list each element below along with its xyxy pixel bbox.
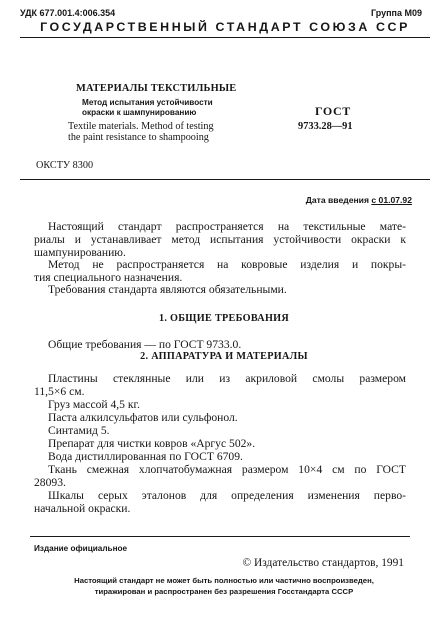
header-rule xyxy=(20,37,430,38)
text-line: тия специального назначения. xyxy=(34,271,183,284)
text-line: Препарат для чистки ковров «Аргус 502». xyxy=(48,437,256,450)
english-title-line2: the paint resistance to shampooing xyxy=(68,132,209,143)
standard-title: МАТЕРИАЛЫ ТЕКСТИЛЬНЫЕ xyxy=(76,83,237,94)
gost-number: 9733.28—91 xyxy=(298,121,353,132)
section-1-heading: 1. ОБЩИЕ ТРЕБОВАНИЯ xyxy=(158,313,290,324)
official-edition-label: Издание официальное xyxy=(34,544,128,553)
intro-paragraph-1 xyxy=(34,220,406,259)
english-title-line1: Textile materials. Method of testing xyxy=(68,121,214,132)
gost-label: ГОСТ xyxy=(315,104,351,118)
standard-subtitle-line2: окраски к шампунированию xyxy=(82,108,197,117)
text-line: шампунированию. xyxy=(34,246,126,259)
text-line: риалы и устанавливает метод испытания устойчивости окраски к xyxy=(34,233,406,246)
intro-date-value: с 01.07.92 xyxy=(371,195,412,205)
title-rule xyxy=(20,179,430,180)
text-line: Общие требования — по ГОСТ 9733.0. xyxy=(48,338,242,351)
copyright-line: © Издательство стандартов, 1991 xyxy=(242,557,404,569)
section-2-heading: 2. АППАРАТУРА И МАТЕРИАЛЫ xyxy=(140,351,308,362)
text-line: начальной окраски. xyxy=(34,502,131,515)
section-2-items xyxy=(34,372,406,515)
text-line: Настоящий стандарт распространяется на текстильные мате- xyxy=(48,220,406,233)
reproduction-notice-line1: Настоящий стандарт не может быть полностью или частично воспроизведен, xyxy=(74,576,374,585)
intro-paragraph-3 xyxy=(34,283,406,296)
text-line: Ткань смежная хлопчатобумажная размером 10×4 см по ГОСТ xyxy=(48,463,406,476)
text-line: 11,5×6 см. xyxy=(34,385,85,398)
group-code: Группа М09 xyxy=(370,8,422,18)
text-line: Метод не распространяется на ковровые изделия и покры- xyxy=(48,258,406,271)
text-line: Синтамид 5. xyxy=(48,424,110,437)
intro-paragraph-2 xyxy=(34,258,406,284)
text-line: 28093. xyxy=(34,476,66,489)
text-line: Пластины стеклянные или из акриловой смолы размером xyxy=(48,372,406,385)
standard-subtitle-line1: Метод испытания устойчивости xyxy=(82,98,213,107)
text-line: Шкалы серых эталонов для определения изменения перво- xyxy=(48,489,406,502)
intro-date xyxy=(306,195,412,205)
text-line: Требования стандарта являются обязательными. xyxy=(48,283,287,296)
okstu-code: ОКСТУ 8300 xyxy=(36,160,94,171)
reproduction-notice-line2: тиражирован и распространен без разрешения Госстандарта СССР xyxy=(94,587,354,596)
text-line: Вода дистиллированная по ГОСТ 6709. xyxy=(48,450,243,463)
footer-rule xyxy=(30,536,410,537)
text-line: Паста алкилсульфатов или сульфонол. xyxy=(48,411,238,424)
udk-code: УДК 677.001.4:006.354 xyxy=(20,8,116,18)
intro-date-label: Дата введения xyxy=(305,195,369,205)
text-line: Груз массой 4,5 кг. xyxy=(48,398,140,411)
section-1-text xyxy=(34,338,406,351)
state-standard-banner: ГОСУДАРСТВЕННЫЙ СТАНДАРТ СОЮЗА ССР xyxy=(40,20,410,34)
